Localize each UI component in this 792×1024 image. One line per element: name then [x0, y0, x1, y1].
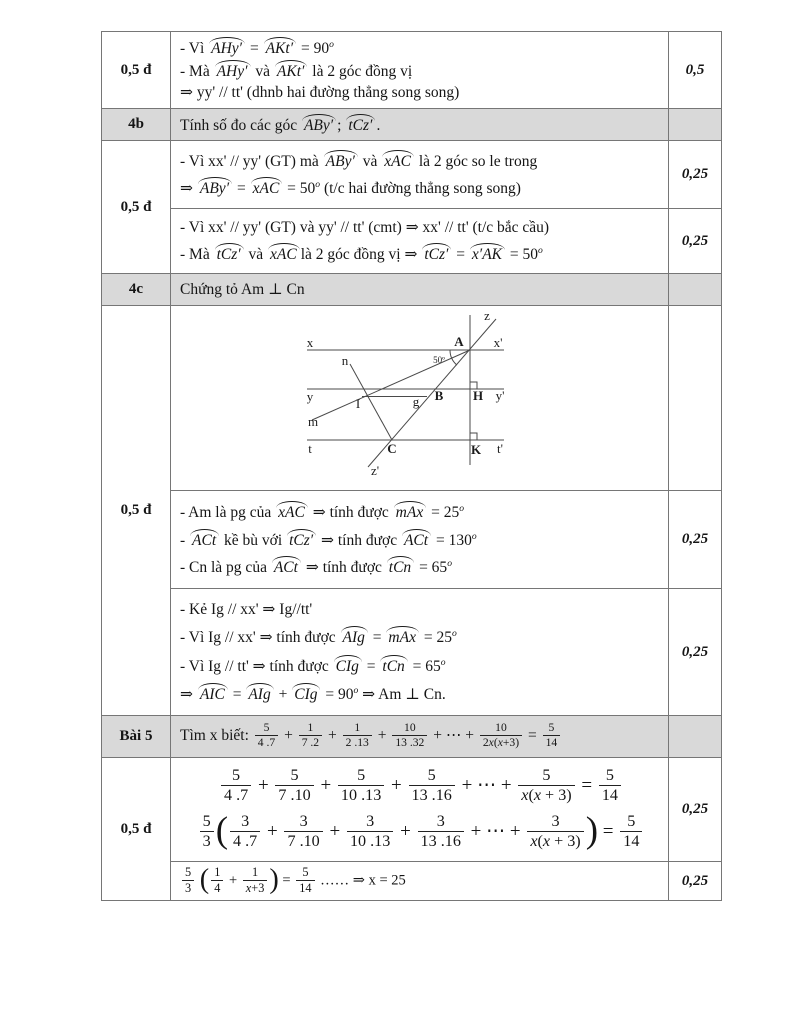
score-cell: 0,25 [681, 643, 709, 660]
figure-label-z: z [484, 308, 490, 323]
figure-label-y2: y' [495, 388, 505, 403]
question-title [171, 109, 669, 140]
content-line: $\frac{5}{4 .7}$ + $\frac{5}{7 .10}$ + $\frac{5}{10 .13}$ + $\frac{5}{13 .16}$ + ⋯ + $\frac{5}{x(x + 3)}$ = $\frac{5}{14}$ [180, 767, 662, 806]
content-cell [171, 491, 669, 588]
question-title [171, 274, 669, 305]
table-row [171, 32, 721, 108]
figure-label-angle: 50º [433, 355, 445, 365]
score-cell: 0,25 [681, 801, 709, 817]
table-row [171, 274, 721, 305]
score-cell: 0,25 [681, 232, 709, 249]
points-cell: 0,5 đ [102, 141, 171, 273]
right-angle-K [470, 433, 477, 440]
figure-label-g: g [412, 394, 420, 409]
section-4c-header [102, 273, 721, 305]
table-row [171, 716, 721, 757]
figure-label-y: y [306, 389, 314, 404]
content-line: - Vì xx' // yy' (GT) mà ABy′ và xAC là 2 góc so le trong [180, 153, 538, 170]
answer-key-table [101, 31, 722, 901]
content-cell [171, 862, 669, 900]
content-cell [171, 758, 669, 861]
score-cell [669, 274, 721, 305]
score-cell [669, 306, 721, 490]
question-label: Bài 5 [102, 716, 171, 757]
content-line: - Vì $AHy' = AKt' = 90^o$ [180, 38, 334, 57]
content-cell [171, 589, 669, 715]
figure-label-B: B [434, 388, 444, 403]
content-line: - Vì xx' // yy' (GT) và yy' // tt' (cmt) ⇒ xx' // tt' (t/c bắc cầu) [180, 219, 550, 237]
table-row [171, 490, 721, 588]
content-line: Tìm x biết: $\frac{5}{4 .7}$ + $\frac{1}{7 .2}$ + $\frac{1}{2 .13}$ + $\frac{10}{13 .32}$ + ⋯ + $\frac{10}{2x(x+3)}$ = $\frac{5}{14}$ [180, 722, 662, 750]
geometry-figure [281, 307, 543, 485]
figure-label-C: C [387, 441, 397, 456]
figure-row [171, 306, 721, 490]
content-line: Tính số đo các góc ABy′ ; tCz′ . [180, 116, 381, 134]
content-line: - ACt kề bù với tCz′ ⇒ tính được ACt = $130^o$ [180, 530, 477, 549]
content-line: ⇒ AIC = AIg + CIg = $90^o$ ⇒ Am ⊥ Cn. [180, 684, 446, 703]
content-cell [171, 141, 669, 208]
section-4c-solution [102, 305, 721, 715]
question-label: 4c [102, 274, 171, 305]
figure-label-K: K [470, 442, 482, 457]
content-line: - Mà AHy′ và AKt′ là 2 góc đồng vị [180, 62, 413, 80]
content-cell [171, 32, 669, 108]
score-cell: 0,25 [681, 166, 709, 182]
figure-label-I: I [355, 396, 361, 411]
figure-label-t: t [308, 441, 312, 456]
figure-label-z2: z' [370, 463, 380, 478]
content-line: - Am là pg của xAC ⇒ tính được mAx = $25^o$ [180, 502, 464, 521]
figure-label-H: H [472, 388, 484, 403]
content-line: $\frac{5}{3}$ ( $\frac{3}{4 .7}$ + $\frac{3}{7 .10}$ + $\frac{3}{10 .13}$ + $\frac{3}{13 .16}$ + ⋯ + $\frac{3}{x(x + 3)}$ ) = $\frac{5}{14}$ [180, 813, 662, 852]
line-Am [312, 350, 470, 420]
section-4a-end [102, 32, 721, 108]
content-line: ⇒ ABy′ = xAC = $50^o$ (t/c hai đường thẳng song song) [180, 178, 521, 197]
table-row [171, 758, 721, 861]
table-row [171, 588, 721, 715]
figure-cell [171, 306, 669, 490]
figure-label-n: n [341, 353, 349, 368]
section-bai5-header [102, 715, 721, 757]
score-cell: 0,5 [685, 61, 705, 78]
score-cell [669, 109, 721, 140]
content-line: - Cn là pg của ACt ⇒ tính được tCn = $65^o$ [180, 558, 452, 577]
content-line: $\frac{5}{3}$ ( $\frac{1}{4}$ + $\frac{1}{x+3}$ ) = $\frac{5}{14}$ …… ⇒ x = 25 [180, 866, 662, 896]
content-line: - Vì Ig // xx' ⇒ tính được AIg = mAx = $25^o$ [180, 628, 457, 647]
figure-label-x2: x' [493, 335, 503, 350]
content-line: - Vì Ig // tt' ⇒ tính được CIg = tCn = $65^o$ [180, 656, 446, 675]
content-line: Chứng tỏ Am ⊥ Cn [180, 281, 305, 298]
points-cell: 0,5 đ [102, 32, 171, 108]
section-bai5-solution [102, 757, 721, 900]
table-row [171, 109, 721, 140]
content-line: - Mà tCz′ và xAC là 2 góc đồng vị ⇒ $tCz' = x'AK = 50^o$ [180, 244, 543, 263]
content-line: - Kẻ Ig // xx' ⇒ Ig//tt' [180, 601, 313, 619]
figure-label-m: m [307, 414, 319, 429]
points-cell: 0,5 đ [102, 758, 171, 900]
score-cell: 0,25 [681, 872, 709, 889]
figure-label-A: A [454, 334, 464, 349]
section-4b-header [102, 108, 721, 140]
table-row [171, 141, 721, 208]
score-cell [669, 716, 721, 757]
content-line: ⇒ yy' // tt' (dhnb hai đường thẳng song song) [180, 84, 460, 102]
question-label: 4b [102, 109, 171, 140]
points-cell: 0,5 đ [102, 306, 171, 715]
figure-label-x: x [306, 335, 314, 350]
table-row [171, 208, 721, 273]
section-4b-solution [102, 140, 721, 273]
score-cell: 0,25 [681, 531, 709, 547]
table-row [171, 861, 721, 900]
content-cell [171, 209, 669, 273]
question-title [171, 716, 669, 757]
figure-label-t2: t' [497, 441, 503, 456]
